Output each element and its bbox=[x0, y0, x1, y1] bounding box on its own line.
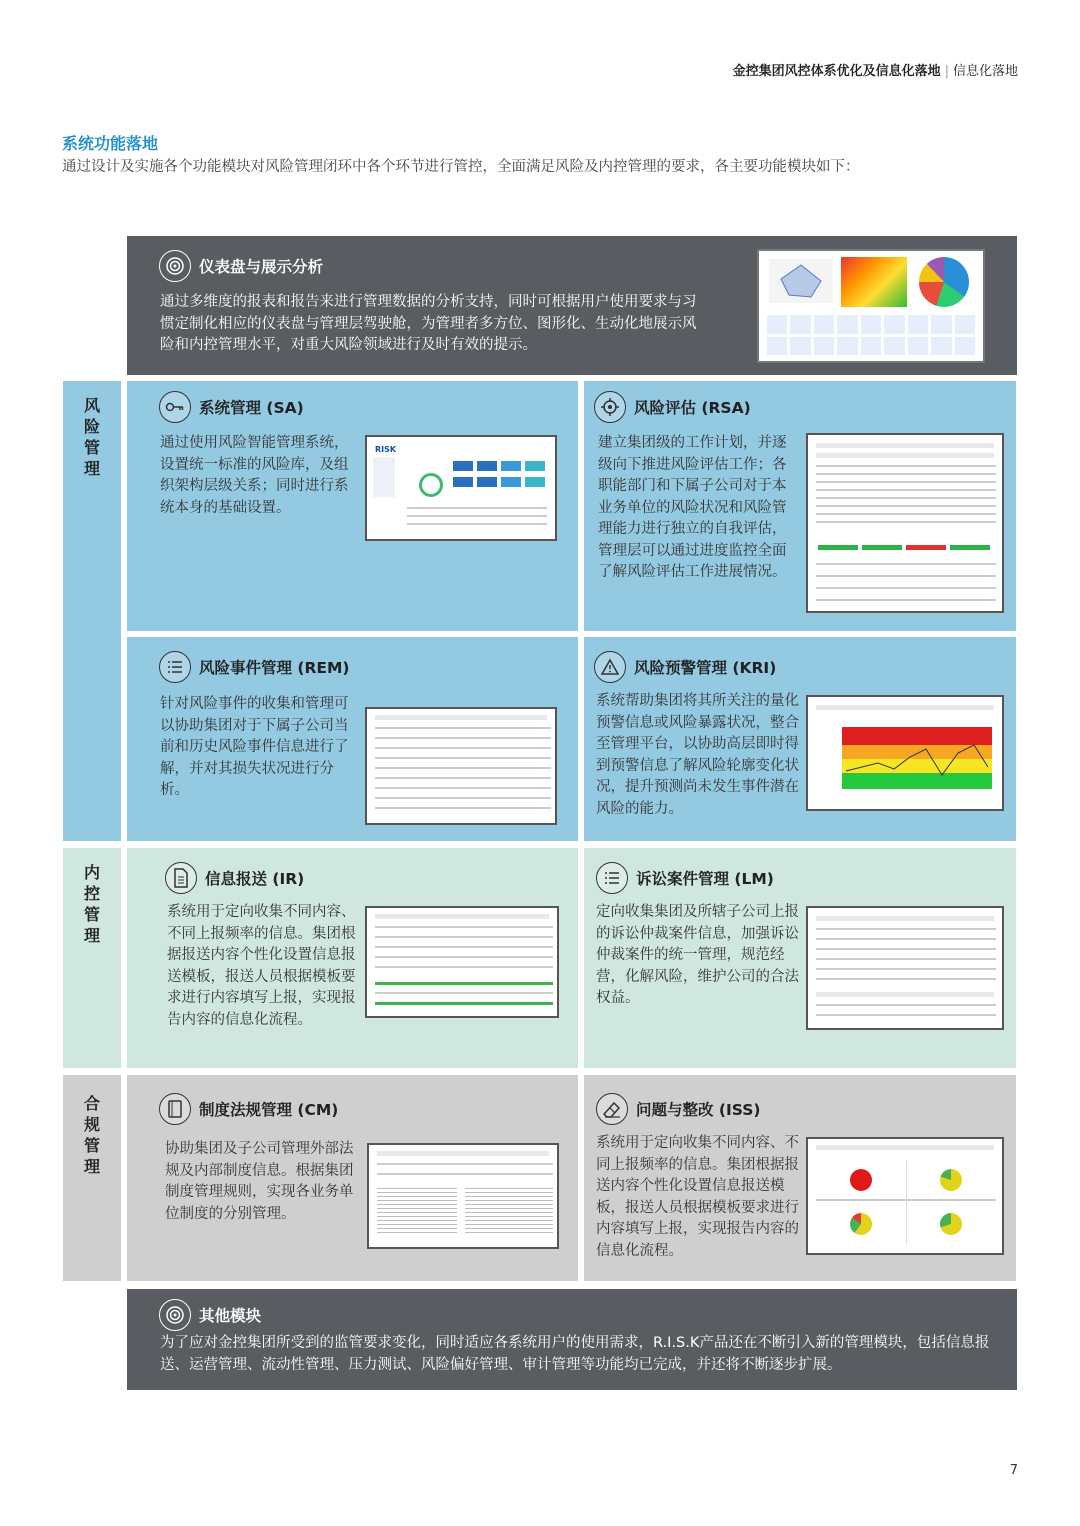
dashboard-heading bbox=[159, 250, 323, 282]
rem-heading bbox=[159, 651, 350, 683]
lm-desc: 定向收集集团及所辖子公司上报的诉讼仲裁案件信息，加强诉讼仲裁案件的统一管理，规范经营，化解风险，维护公司的合法权益。 bbox=[596, 904, 799, 1006]
sa-screenshot bbox=[365, 435, 557, 541]
side-char: 理 bbox=[83, 1157, 100, 1176]
key-icon bbox=[159, 391, 191, 423]
dashboard-panel bbox=[127, 236, 1017, 375]
eraser-icon bbox=[596, 1093, 628, 1125]
cm-heading bbox=[159, 1093, 338, 1125]
risk-logo: RISK bbox=[375, 445, 397, 454]
header-title: 金控集团风控体系优化及信息化落地 bbox=[732, 64, 941, 79]
ir-title: 信息报送 (IR) bbox=[205, 870, 305, 888]
module-kri bbox=[584, 637, 1016, 841]
page-number: 7 bbox=[1009, 1463, 1018, 1478]
side-char: 管 bbox=[83, 905, 100, 924]
list-icon bbox=[596, 862, 628, 894]
list-icon bbox=[159, 651, 191, 683]
side-char: 风 bbox=[83, 396, 100, 415]
iss-heading bbox=[596, 1093, 760, 1125]
dashboard-title: 仪表盘与展示分析 bbox=[199, 258, 324, 276]
side-char: 管 bbox=[83, 438, 100, 457]
rsa-desc: 建立集团级的工作计划，并逐级向下推进风险评估工作；各职能部门和下属子公司对于本业务单位的风险状况和风险管理能力进行独立的自我评估，管理层可以通过进度监控全面了解风险评估工作进展情况。 bbox=[598, 435, 787, 580]
ir-desc: 系统用于定向收集不同内容、不同上报频率的信息。集团根据报送内容个性化设置信息报送模板，报送人员根据模板要求进行内容填写上报，实现报告内容的信息化流程。 bbox=[167, 904, 356, 1028]
sa-title: 系统管理 (SA) bbox=[199, 399, 304, 417]
kri-desc: 系统帮助集团将其所关注的量化预警信息或风险暴露状况，整合至管理平台，以协助高层即时得到预警信息了解风险轮廓变化状况，提升预测尚未发生事件潜在风险的能力。 bbox=[596, 693, 799, 817]
header-subtitle: 信息化落地 bbox=[952, 64, 1018, 79]
rsa-title: 风险评估 (RSA) bbox=[634, 399, 751, 417]
document-icon bbox=[165, 862, 197, 894]
rem-desc: 针对风险事件的收集和管理可以协助集团对于下属子公司当前和历史风险事件信息进行了解，并对其损失状况进行分析。 bbox=[160, 696, 349, 798]
module-rsa bbox=[584, 381, 1016, 631]
side-char: 理 bbox=[83, 926, 100, 945]
lm-screenshot bbox=[806, 906, 1004, 1030]
intro-text: 通过设计及实施各个功能模块对风险管理闭环中各个环节进行管控，全面满足风险及内控管理的要求，各主要功能模块如下： bbox=[62, 159, 860, 175]
side-char: 理 bbox=[83, 459, 100, 478]
side-char: 合 bbox=[83, 1094, 100, 1113]
side-char: 险 bbox=[83, 417, 100, 436]
module-ir bbox=[127, 848, 578, 1068]
other-title: 其他模块 bbox=[199, 1307, 262, 1325]
module-cm bbox=[127, 1075, 578, 1281]
target-icon bbox=[159, 250, 191, 282]
kri-screenshot bbox=[806, 695, 1004, 811]
section-title: 系统功能落地 bbox=[62, 134, 159, 153]
iss-title: 问题与整改 (ISS) bbox=[636, 1101, 761, 1119]
header-separator: | bbox=[944, 64, 949, 79]
cm-title: 制度法规管理 (CM) bbox=[199, 1101, 339, 1119]
lm-heading bbox=[596, 862, 774, 894]
warning-icon bbox=[594, 651, 626, 683]
module-iss bbox=[584, 1075, 1016, 1281]
iss-screenshot bbox=[806, 1137, 1004, 1255]
other-modules-panel bbox=[127, 1289, 1017, 1390]
dashboard-desc: 通过多维度的报表和报告来进行管理数据的分析支持，同时可根据用户使用要求与习惯定制化相应的仪表盘与管理层驾驶舱，为管理者多方位、图形化、生动化地展示风险和内控管理水平，对重大风险领域进行及时有效的提示。 bbox=[160, 294, 697, 353]
target-icon bbox=[159, 1299, 191, 1331]
page-header bbox=[733, 60, 1018, 79]
lm-title: 诉讼案件管理 (LM) bbox=[636, 870, 774, 888]
module-lm bbox=[584, 848, 1016, 1068]
cm-screenshot bbox=[367, 1143, 559, 1249]
sa-desc: 通过使用风险智能管理系统，设置统一标准的风险库，及组织架构层级关系；同时进行系统本身的基础设置。 bbox=[160, 435, 349, 516]
sa-heading bbox=[159, 391, 304, 423]
side-char: 控 bbox=[83, 884, 100, 903]
rem-title: 风险事件管理 (REM) bbox=[199, 659, 350, 677]
rsa-heading bbox=[594, 391, 751, 423]
book-icon bbox=[159, 1093, 191, 1125]
rem-screenshot bbox=[365, 707, 557, 825]
side-char: 规 bbox=[83, 1115, 100, 1134]
kri-heading bbox=[594, 651, 776, 683]
other-desc: 为了应对金控集团所受到的监管要求变化，同时适应各系统用户的使用需求，R.I.S.K产品还在不断引入新的管理模块，包括信息报送、运营管理、流动性管理、压力测试、风险偏好管理、审计管理等功能均已完成，并还将不断逐步扩展。 bbox=[160, 1335, 990, 1373]
ir-heading bbox=[165, 862, 304, 894]
side-char: 内 bbox=[83, 863, 100, 882]
crosshair-icon bbox=[594, 391, 626, 423]
dashboard-screenshot bbox=[757, 249, 985, 363]
other-heading bbox=[159, 1299, 261, 1331]
kri-title: 风险预警管理 (KRI) bbox=[634, 659, 777, 677]
ir-screenshot bbox=[365, 906, 559, 1018]
module-sa bbox=[127, 381, 578, 631]
side-label-compliance bbox=[63, 1075, 121, 1281]
rsa-screenshot bbox=[806, 433, 1004, 613]
side-label-internal bbox=[63, 848, 121, 1068]
side-label-risk bbox=[63, 381, 121, 841]
module-rem bbox=[127, 637, 578, 841]
cm-desc: 协助集团及子公司管理外部法规及内部制度信息。根据集团制度管理规则，实现各业务单位制度的分别管理。 bbox=[165, 1141, 354, 1222]
iss-desc: 系统用于定向收集不同内容、不同上报频率的信息。集团根据报送内容个性化设置信息报送模板，报送人员根据模板要求进行内容填写上报，实现报告内容的信息化流程。 bbox=[596, 1135, 799, 1259]
side-char: 管 bbox=[83, 1136, 100, 1155]
